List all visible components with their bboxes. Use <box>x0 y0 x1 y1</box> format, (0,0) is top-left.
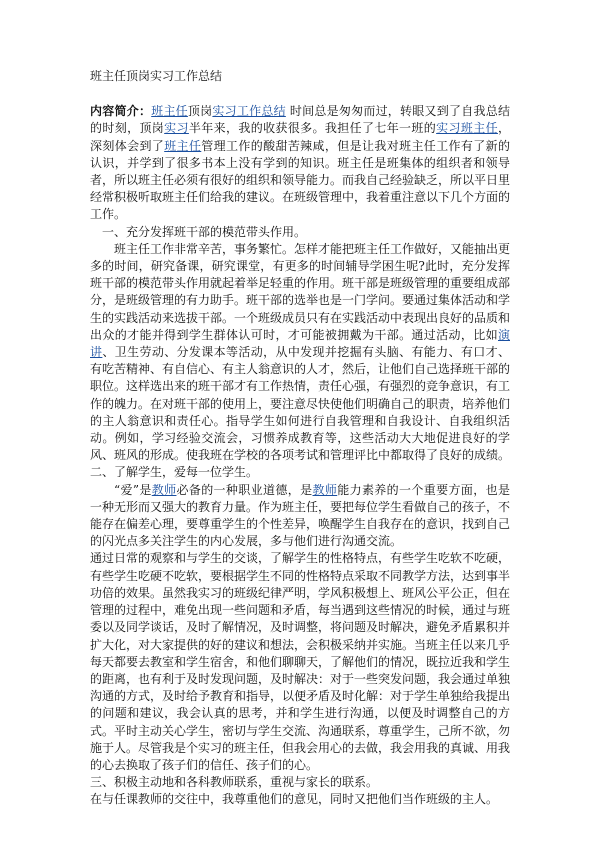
intro-label: 内容简介： <box>90 104 152 119</box>
link-banzhuren[interactable]: 班主任 <box>151 104 188 119</box>
intro-text: 时间总是匆匆而过，转眼又到了自我总结的时刻，顶岗 <box>90 104 510 136</box>
link-jiaoshi-2[interactable]: 教师 <box>312 482 338 497</box>
intro-paragraph <box>90 103 510 223</box>
section-heading-2: 二、了解学生，爱每一位学生。 <box>90 465 259 480</box>
link-banzhuren-2[interactable]: 班主任 <box>164 138 202 153</box>
section-heading-1: 一、充分发挥班干部的模范带头作用。 <box>102 224 307 239</box>
link-jiaoshi[interactable]: 教师 <box>151 482 177 497</box>
intro-text: ，深刻体会到了 <box>90 121 510 153</box>
link-shixi[interactable]: 实习 <box>164 121 189 136</box>
paragraph-text: 、卫生劳动、分发课本等活动，从中发现并挖掘有头脑、有能力、有口才、有吃苦精神、有自信心、有主人翁意识的人才，然后，让他们自己选择班干部的职位。这样选出来的班干部才有工作热情，责任心强，有强烈的竞争意识，有工作的魄力。在对班干部的使用上，要注意尽快使他们明确自己的职责，培养他们的主人翁意识和责任心。指导学生如何进行自我管理和自我设计、自我组织活动。例如，学习经验交流会，习惯养成教育等，这些活动大大地促进良好的学风、班风的形成。使我班在学校的各项考试和管理评比中都取得了良好的成绩。 <box>90 345 511 463</box>
intro-text: 管理工作的酸甜苦辣咸，但是让我对班主任工作有了新的认识，并学到了很多书本上没有学到的知识。班主任是班集体的组织者和领导者，所以班主任必须有很好的组织和领导能力。而我自己经验缺乏，所以平日里经常积极听取班主任们给我的建议。在班级管理中，我着重注意以下几个方面的工作。 <box>90 138 511 222</box>
link-yanjiang[interactable]: 演讲 <box>90 327 510 360</box>
paragraph-text: 班主任工作非常辛苦，事务繁忙。怎样才能把班主任工作做好，又能抽出更多的时间，研究备课，研究课堂，有更多的时间辅导学困生呢?此时，充分发挥班干部的模范带头作用就起着举足轻重的作用。班干部是班级管理的重要组成部分，是班级管理的有力助手。班干部的选举也是一门学问。要通过集体活动和学生的实践活动来选拔干部。一个班级成员只有在实践活动中表现出良好的品质和出众的才能并得到学生群体认可时，才可能被拥戴为干部。通过活动，比如 <box>90 241 511 342</box>
paragraph-text: 必备的一种职业道德，是 <box>176 482 313 497</box>
body-paragraph-4: 在与任课教师的交往中，我尊重他们的意见，同时又把他们当作班级的主人。 <box>90 792 499 807</box>
body-paragraph-2 <box>90 482 510 551</box>
document-title: 班主任顶岗实习工作总结 <box>90 69 223 83</box>
link-shixi-gongzuo-zongjie[interactable]: 实习工作总结 <box>212 104 286 119</box>
document-page <box>90 68 510 809</box>
body-paragraph-1 <box>90 241 510 465</box>
paragraph-text: “爱”是 <box>114 482 152 497</box>
body-paragraph-3: 通过日常的观察和与学生的交谈，了解学生的性格特点，有些学生吃软不吃硬，有些学生吃硬不吃软，要根据学生不同的性格特点采取不同教学方法，达到事半功倍的效果。虽然我实习的班级纪律严明，学风积极想上、班风公平公正，但在管理的过程中，难免出现一些问题和矛盾，每当遇到这些情况的时候，通过与班委以及同学谈话，及时了解情况，及时调整，将问题及时解决，避免矛盾累积并扩大化，对大家提供的好的建议和想法，会积极采纳并实施。当班主任以来几乎每天都要去教室和学生宿舍，和他们聊聊天，了解他们的情况，既拉近我和学生的距离，也有利于及时发现问题，及时解决：对于一些突发问题，我会通过单独沟通的方式，及时给予教育和指导，以便矛盾及时化解：对于学生单独给我提出的问题和建议，我会认真的思考，并和学生进行沟通，以便及时调整自己的方式。平时主动关心学生，密切与学生交流、沟通联系，尊重学生，己所不欲，勿施于人。尽管我是个实习的班主任，但我会用心的去做，我会用我的真诚、用我的心去换取了孩子们的信任、孩子们的心。 <box>90 551 511 772</box>
intro-text: 半年来，我的收获很多。我担任了七年一班的 <box>188 121 437 136</box>
link-shixi-banzhuren[interactable]: 实习班主任 <box>436 121 498 136</box>
section-heading-3: 三、积极主动地和各科教师联系，重视与家长的联系。 <box>90 775 379 790</box>
paragraph-text: 能力素养的一个重要方面，也是一种无形而又强大的教育力量。作为班主任，要把每位学生看做自己的孩子，不能存在偏差心理，要尊重学生的个性差异，唤醒学生自我存在的意识，找到自己的闪光点多关注学生的内心发展，多与他们进行沟通交流。 <box>90 482 511 549</box>
intro-text: 顶岗 <box>187 104 213 119</box>
